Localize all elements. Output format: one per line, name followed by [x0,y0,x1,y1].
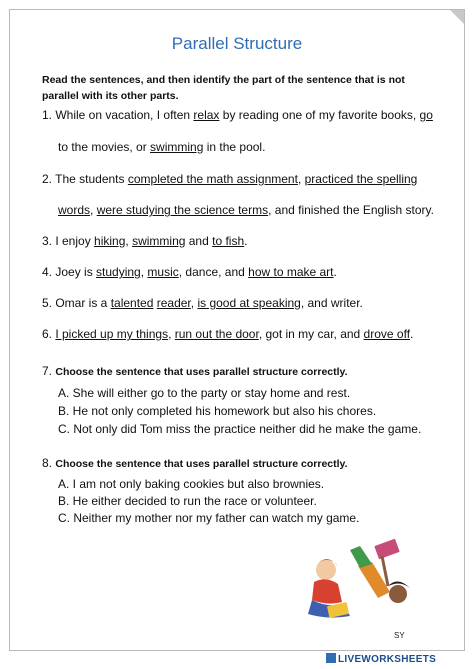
sentence-text: , got in my car, and [258,327,364,341]
underlined-phrase: music [147,265,179,279]
child-1-head [316,560,336,580]
children-reading-illustration [298,536,428,622]
sentence-text: While on vacation, I often [55,108,194,122]
child-2-legs [350,546,372,568]
item-5 [42,296,452,310]
footer-brand-text: LIVEWORKSHEETS [338,654,437,665]
item-number: 1. [42,108,56,122]
sentence-text: in the pool. [203,140,266,154]
sentence-text: , [297,172,305,186]
question-7-prompt: Choose the sentence that uses parallel structure correctly. [55,366,348,378]
page-corner-fold [450,10,464,24]
question-7-header [42,364,348,378]
sentence-text: , and writer. [300,296,363,310]
underlined-phrase: talented [110,296,154,310]
sentence-text: The students [55,172,128,186]
underlined-phrase: I picked up my things [55,327,169,341]
sentence-text: by reading one of my favorite books, [219,108,420,122]
sentence-text: , [168,327,175,341]
underlined-phrase: drove off [363,327,411,341]
child-1-shirt [312,579,342,603]
sentence-text: I enjoy [55,234,95,248]
item-2-line-2 [58,203,468,217]
sentence-text: and [185,234,213,248]
sentence-text: , [190,296,198,310]
liveworksheets-logo-icon [326,653,336,663]
item-number: 6. [42,327,56,341]
underlined-phrase: is good at speaking [197,296,301,310]
sentence-text: , and finished the English story. [268,203,434,217]
question-8-number: 8. [42,456,53,470]
sentence-text: , [90,203,97,217]
item-number: 3. [42,234,56,248]
underlined-phrase: hiking [94,234,126,248]
page-title: Parallel Structure [171,34,303,53]
sentence-text: , dance, and [178,265,249,279]
item-4 [42,265,452,279]
underlined-phrase: practiced the spelling [304,172,418,186]
question-8-option-b[interactable]: B. He either decided to run the race or volunteer. [58,494,317,508]
question-7-option-c[interactable]: C. Not only did Tom miss the practice neither did he make the game. [58,422,422,436]
item-2-line-1 [42,172,452,186]
sentence-text: Joey is [55,265,97,279]
instructions: Read the sentences, and then identify the part of the sentence that is not parallel with its other parts. [42,74,405,102]
item-1-line-2 [58,140,468,154]
question-8-header [42,456,348,470]
item-number: 5. [42,296,56,310]
item-3 [42,234,452,248]
item-number: 2. [42,172,56,186]
child-2-book [374,539,399,560]
item-6 [42,327,452,341]
underlined-phrase: completed the math assignment [127,172,298,186]
item-number: 4. [42,265,56,279]
sentence-text: , [125,234,133,248]
underlined-phrase: studying [96,265,141,279]
underlined-phrase: reader [156,296,191,310]
question-7-option-b[interactable]: B. He not only completed his homework but also his chores. [58,404,377,418]
underlined-phrase: relax [193,108,220,122]
child-2-head [389,585,407,603]
underlined-phrase: how to make art [248,265,334,279]
question-7-number: 7. [42,364,53,378]
sentence-text: . [333,265,337,279]
sentence-text: , [140,265,148,279]
underlined-phrase: words [58,203,91,217]
underlined-phrase: swimming [150,140,204,154]
underlined-phrase: run out the door [174,327,259,341]
author-initials: SY [394,631,405,640]
sentence-text: Omar is a [55,296,111,310]
underlined-phrase: go [419,108,433,122]
underlined-phrase: swimming [132,234,186,248]
footer-brand [326,653,436,665]
question-7-option-a[interactable]: A. She will either go to the party or stay home and rest. [58,386,351,400]
question-8-option-c[interactable]: C. Neither my mother nor my father can watch my game. [58,511,360,525]
question-8-option-a[interactable]: A. I am not only baking cookies but also brownies. [58,477,325,491]
sentence-text: to the movies, or [58,140,151,154]
item-1-line-1 [42,108,452,122]
sentence-text: . [244,234,248,248]
underlined-phrase: to fish [212,234,245,248]
question-8-prompt: Choose the sentence that uses parallel structure correctly. [55,458,348,470]
sentence-text: . [410,327,414,341]
underlined-phrase: were studying the science terms [96,203,269,217]
